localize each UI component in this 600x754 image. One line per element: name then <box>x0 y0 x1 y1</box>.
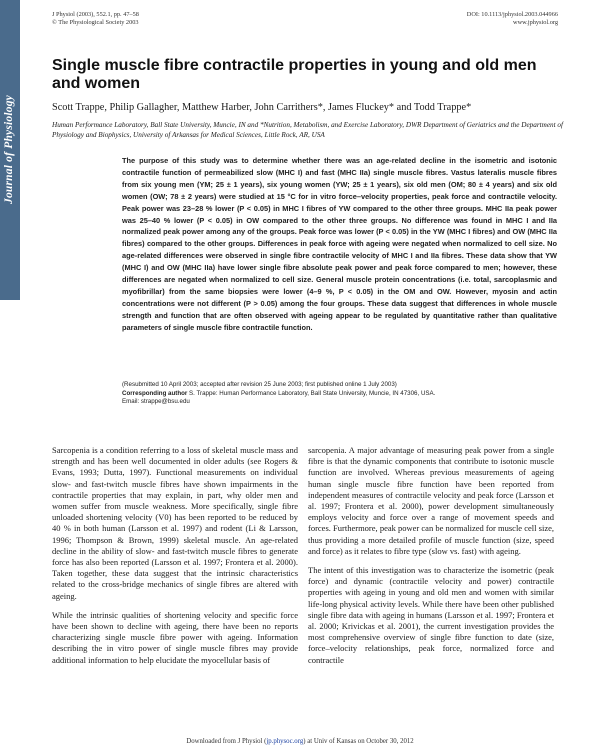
body-paragraph: sarcopenia. A major advantage of measuring peak power from a single fibre is that the dynamic components that contribute to isotonic muscle function are involved. Whereas previous measurements of ageing human single muscle fibre function have been reported from independent measures of contractile velocity and peak force (Larsson et al. 1997; Frontera et al. 2000), power development simultaneously employs velocity and force over a range of movement speeds and forces. Furthermore, peak power can be normalized for muscle cell size, thus providing a more detailed profile of muscle function (size, speed and force) as it relates to fibre type (slow vs. fast) with ageing. <box>308 445 554 556</box>
abstract: The purpose of this study was to determine whether there was an age-related decline in the isometric and isotonic contractile function of permeabilized slow (MHC I) and fast (MHC IIa) single muscle fibres. Vastus lateralis muscle fibres from six young men (YM; 25 ± 1 years), six young women (YW; 25 ± 1 years), six old men (OM; 80 ± 4 years) and six old women (OW; 78 ± 2 years) were studied at 15 °C for in vitro force–velocity properties, peak force and contractile velocity. Peak power was 23–28 % lower (P < 0.05) in MHC I fibres of YW compared to the other three groups. MHC IIa peak power was 25–40 % lower (P < 0.05) in OW compared to the other three groups. No difference was found in MHC I and IIa normalized peak power among any of the groups. Peak force was lower (P < 0.05) in the YW (MHC I fibres) and OW (MHC IIa fibres) compared to the other groups. Differences in peak force with ageing were negated when normalized to cell size. No age-related differences were observed in single fibre contractile velocity of MHC I and IIa fibres. These data show that YW (MHC I) and OW (MHC IIa) have lower single fibre absolute peak power and peak force compared to men; however, these differences are negated when normalized to cell size. General muscle protein concentrations (i.e. total, sarcoplasmic and myofibrillar) from the same biopsies were lower (4–9 %, P < 0.05) in the OM and OW. However, myosin and actin concentrations were not different (P > 0.05) among the four groups. These data suggest that differences in whole muscle strength and function that are often observed with ageing appear to be regulated by quantitative rather than qualitative parameters of single muscle fibre contractile function. <box>122 156 557 332</box>
body-paragraph: Sarcopenia is a condition referring to a loss of skeletal muscle mass and strength and has been well documented in older adults (see Rogers & Evans, 1993; Dutta, 1997). Functional measurements on individual slow- and fast-twitch muscle fibres have shown impairments in the contractile properties that may explain, in part, why older men and women suffer from muscle weakness. More specifically, single fibre unloaded shortening velocity (V0) has been reported to be reduced by 40 % in both human (Larsson et al. 1997) and rodent (Li & Larsson, 1996; Thompson & Brown, 1999) skeletal muscle. An age-related decline in the ability of slow- and fast-twitch muscle fibres to generate force has also been reported (Larsson et al. 1997; Frontera et al. 2000). Taken together, these data suggest that the intrinsic characteristics related to the cross-bridge mechanics of single fibres are altered with ageing. <box>52 445 298 601</box>
received-dates: (Resubmitted 10 April 2003; accepted after revision 25 June 2003; first published online 1 July 2003) <box>122 381 397 388</box>
body-column-right <box>308 445 554 674</box>
download-footer <box>0 738 600 745</box>
footer-suffix: ) at Univ of Kansas on October 30, 2012 <box>303 738 414 745</box>
doi: DOI: 10.1113/jphysiol.2003.044966 <box>466 11 558 18</box>
copyright-notice: © The Physiological Society 2003 <box>52 19 139 26</box>
body-paragraph: While the intrinsic qualities of shortening velocity and specific force have been shown to decline with ageing, there have been no reports characterizing single muscle fibre power with ageing. Information describing the in vitro power of single muscle fibres may provide additional information to help elucidate the myocellular basis of <box>52 609 298 665</box>
body-column-left <box>52 445 298 674</box>
body-paragraph: The intent of this investigation was to characterize the isometric (peak force) and dynamic (contractile velocity and power) contractile properties with ageing in young and old men and women with similar life-long physical activity levels. While there have been other published single fibre data with ageing in humans (Larsson et al. 1997; Frontera et al. 2000; Krivickas et al. 2001), the current investigation provides the most comprehensive overview of single fibre function to date (size, force–velocity relationships, peak force, normalized force and contractile <box>308 565 554 665</box>
article-title: Single muscle fibre contractile properties in young and old men and women <box>52 57 537 92</box>
author-email[interactable]: Email: strappe@bsu.edu <box>122 398 190 405</box>
journal-citation: J Physiol (2003), 552.1, pp. 47–58 <box>52 11 139 18</box>
article-history <box>122 381 562 407</box>
corresponding-author <box>122 390 562 399</box>
corresponding-author-details: S. Trappe: Human Performance Laboratory, Ball State University, Muncie, IN 47306, USA. <box>187 389 436 397</box>
footer-link[interactable]: jp.physoc.org <box>266 738 304 745</box>
header-citation-block <box>52 11 139 27</box>
corresponding-author-label: Corresponding author <box>122 389 188 397</box>
journal-sidebar-band <box>0 0 20 300</box>
header-doi-block <box>467 11 558 27</box>
footer-prefix: Downloaded from J Physiol ( <box>186 738 267 745</box>
author-list: Scott Trappe, Philip Gallagher, Matthew Harber, John Carrithers*, James Fluckey* and Todd Trappe* <box>52 102 472 113</box>
author-affiliations: Human Performance Laboratory, Ball State University, Muncie, IN and *Nutrition, Metabolism, and Exercise Laboratory, DWR Department of Geriatrics and the Department of Physiology and Biophysics, University of Arkansas for Medical Sciences, Little Rock, AR, USA <box>52 121 563 139</box>
journal-sidebar-title: Journal of Physiology <box>3 95 15 204</box>
journal-website: www.jphysiol.org <box>513 19 558 26</box>
